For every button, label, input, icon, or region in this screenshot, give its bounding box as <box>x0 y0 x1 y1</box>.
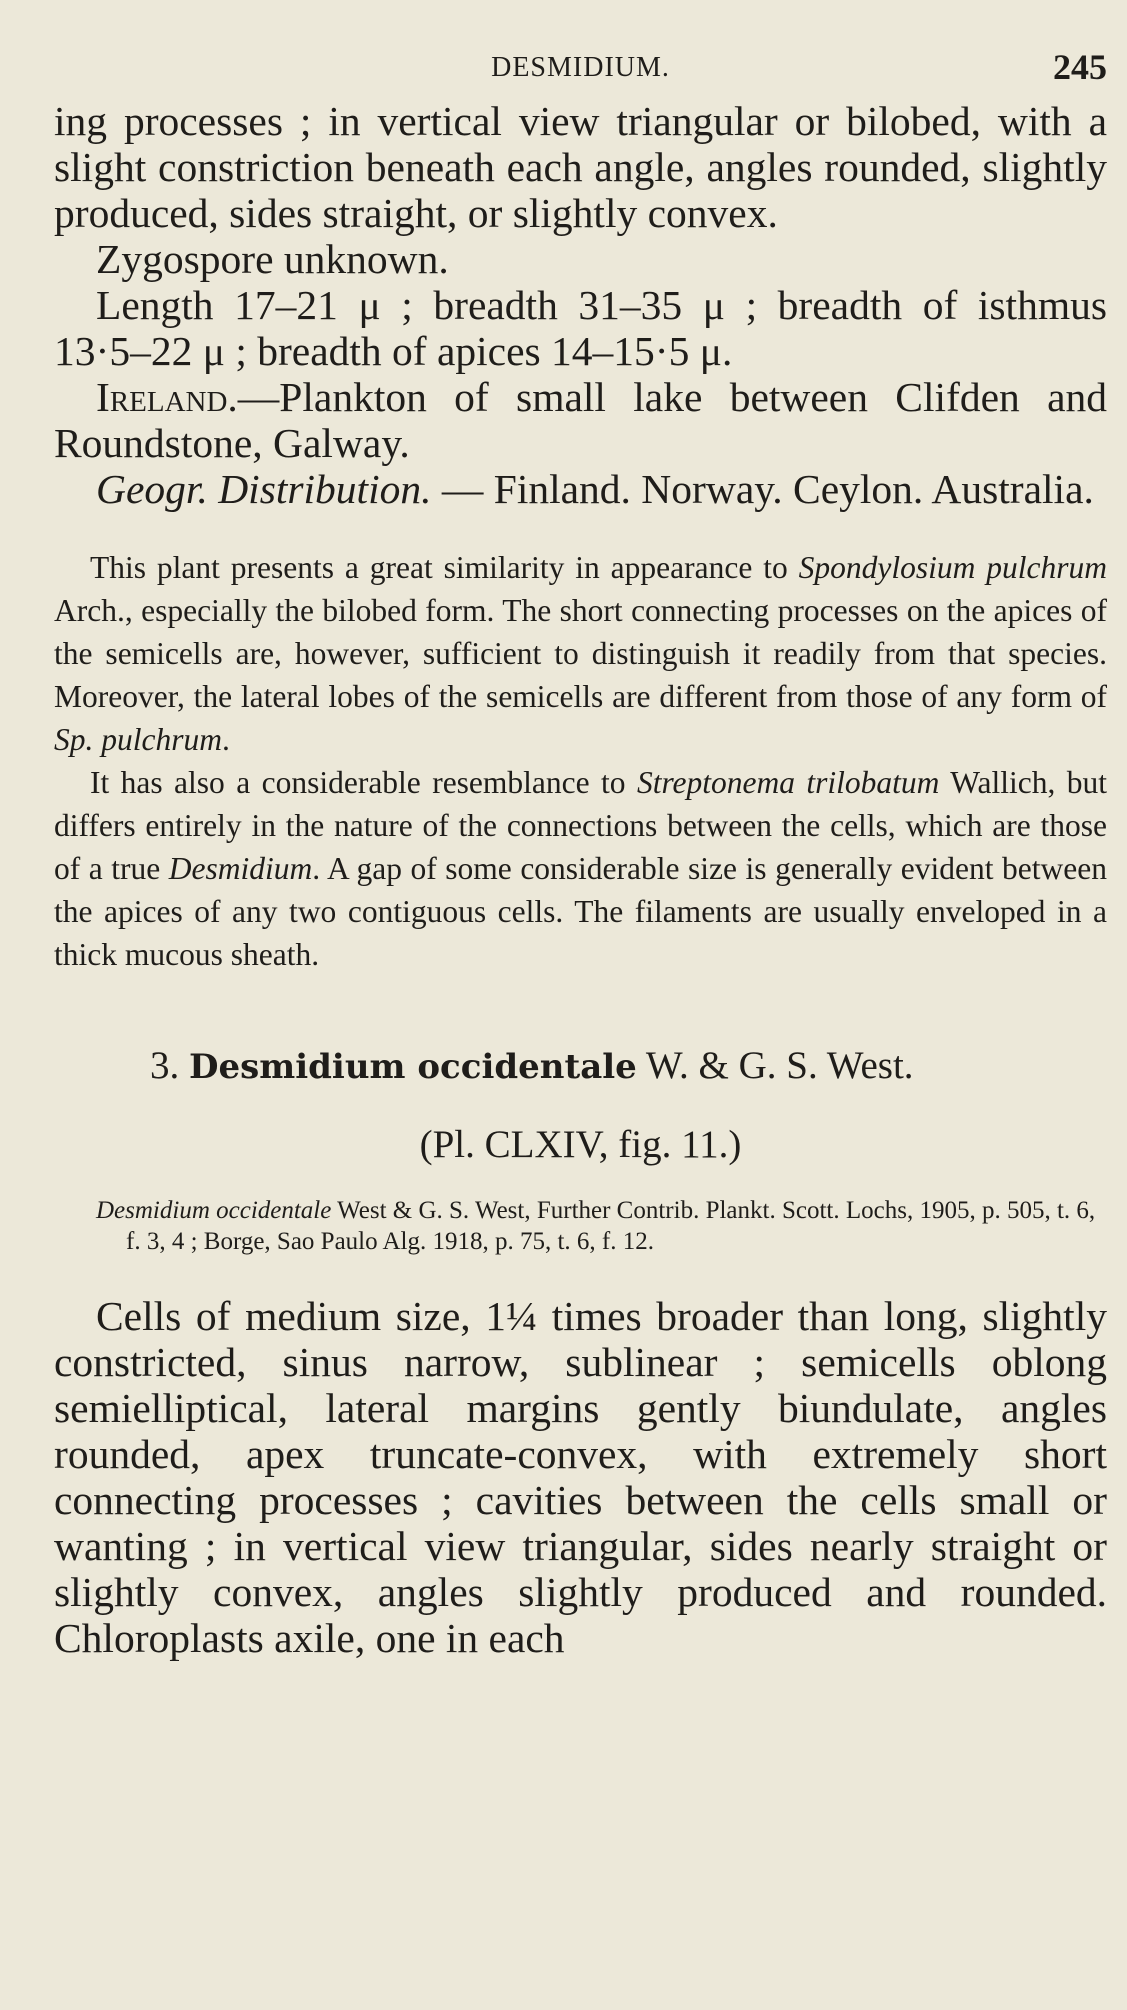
description-continuation: ing processes ; in vertical view triangular or bilobed, with a slight constriction beneath each angle, angles rounded, slightly produced, sides straight, or slightly convex. <box>54 98 1107 236</box>
remarks-text: . <box>222 722 230 757</box>
description-text: times broader than long, slightly constricted, sinus narrow, sublinear ; semicells oblong semielliptical, lateral margins gently biundulate, angles rounded, apex truncate-convex, with extremely short connecting processes ; cavities between the cells small or wanting ; in vertical view triangular, sides nearly straight or slightly convex, angles slightly produced and rounded. Chloroplasts axile, one in each <box>54 1293 1107 1661</box>
citation <box>54 1195 1107 1257</box>
taxon-name: Sp. pulchrum <box>54 722 222 757</box>
measurements: Length 17–21 μ ; breadth 31–35 μ ; breadth of isthmus 13·5–22 μ ; breadth of apices 14–15·5 μ. <box>54 282 1107 374</box>
locality-ireland <box>54 374 1107 466</box>
remarks-text: . A gap of some considerable size is generally evident between the apices of any two contiguous cells. The filaments are usually enveloped in a thick mucous sheath. <box>54 851 1107 972</box>
spacer <box>54 976 1107 1042</box>
taxon-name: Spondylosium pulchrum <box>798 550 1108 585</box>
species-description <box>54 1293 1107 1661</box>
running-head <box>54 47 1107 98</box>
distribution-text: — Finland. Norway. Ceylon. Australia. <box>431 466 1094 512</box>
page-number: 245 <box>1053 47 1107 87</box>
fraction: ¼ <box>506 1293 538 1339</box>
distribution-label: Geogr. Distribution. <box>96 466 432 512</box>
running-title: DESMIDIUM. <box>491 52 670 83</box>
remarks-text: It has also a considerable resemblance to <box>90 765 637 800</box>
zygospore-note: Zygospore unknown. <box>96 236 449 282</box>
species-heading <box>54 1042 1107 1091</box>
remarks-text: This plant presents a great similarity in appearance to <box>90 550 799 585</box>
species-name: Desmidium occidentale <box>189 1047 637 1087</box>
taxon-name: Streptonema trilobatum <box>636 765 940 800</box>
spacer <box>54 512 1107 546</box>
citation-text: West & G. S. West, Further Contrib. Plankt. Scott. Lochs, 1905, p. 505, t. 6, f. 3, 4 ; Borge, Sao Paulo Alg. 1918, p. 75, t. 6, f. 12. <box>126 1197 1096 1255</box>
species-authority: W. & G. S. West. <box>636 1044 914 1087</box>
locality-text: —Plankton of small lake between Clifden and Roundstone, Galway. <box>54 374 1107 466</box>
geographic-distribution <box>54 466 1107 512</box>
locality-label: Ireland. <box>96 374 238 420</box>
remarks-text: Wallich, but differs entirely in the nature of the connections between the cells, which are those of a true <box>54 765 1107 886</box>
remarks-paragraph-1 <box>54 546 1107 761</box>
plate-reference: (Pl. CLXIV, fig. 11.) <box>419 1123 742 1166</box>
taxon-name: Desmidium <box>168 851 313 886</box>
remarks-paragraph-2 <box>54 761 1107 976</box>
description-text: Cells of medium size, 1 <box>96 1293 507 1339</box>
species-number: 3. <box>150 1044 180 1087</box>
remarks-text: Arch., especially the bilobed form. The short connecting processes on the apices of the semicells are, however, sufficient to distinguish it readily from that species. Moreover, the lateral lobes of the semicells are different from those of any form of <box>54 593 1107 714</box>
citation-taxon: Desmidium occidentale <box>96 1197 332 1224</box>
